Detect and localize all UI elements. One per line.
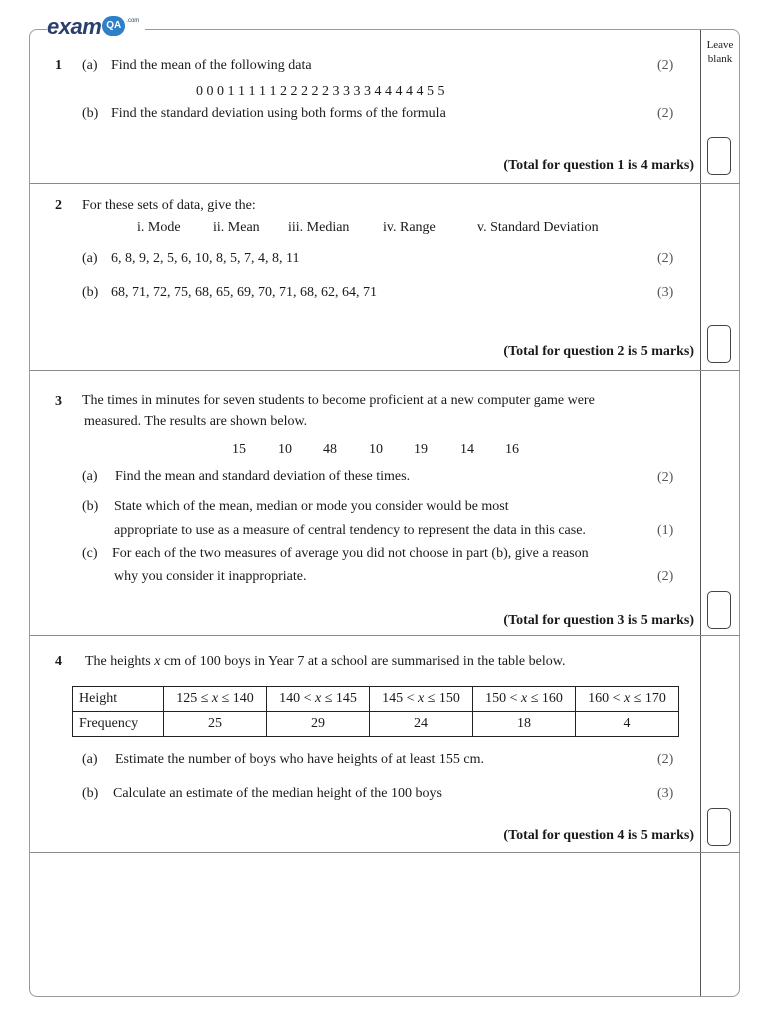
- q3-leave-blank-box: [707, 591, 731, 629]
- q3c-label: (c): [82, 546, 98, 561]
- q3c-marks: (2): [657, 569, 674, 584]
- q2-measure-sd: v. Standard Deviation: [477, 220, 599, 235]
- q4a-text: Estimate the number of boys who have heights of at least 155 cm.: [115, 752, 484, 767]
- q2a-marks: (2): [657, 251, 674, 266]
- q3-time-value: 19: [414, 442, 428, 457]
- question-divider-4: [30, 852, 740, 853]
- q3b-text-line-2: appropriate to use as a measure of central tendency to represent the data in this case.: [114, 523, 586, 538]
- logo-badge: QA: [102, 16, 125, 36]
- q1a-label: (a): [82, 58, 98, 73]
- table-cell-frequency: 29: [267, 712, 370, 737]
- table-cell-frequency: 18: [473, 712, 576, 737]
- q3a-label: (a): [82, 469, 98, 484]
- q3-intro-line-1: The times in minutes for seven students to become proficient at a new computer game were: [82, 393, 595, 408]
- table-header-height: Height: [73, 687, 164, 712]
- height-frequency-table: [72, 686, 679, 737]
- q4b-marks: (3): [657, 786, 674, 801]
- q2-measure-median: iii. Median: [288, 220, 350, 235]
- q2-total: (Total for question 2 is 5 marks): [503, 344, 694, 359]
- table-cell-class: 140 < x ≤ 145: [267, 687, 370, 712]
- q3-intro-line-2: measured. The results are shown below.: [84, 414, 308, 429]
- q4-intro: [85, 653, 565, 671]
- q3-time-value: 14: [460, 442, 474, 457]
- q2-intro: For these sets of data, give the:: [82, 198, 256, 213]
- q2-measure-mode: i. Mode: [137, 220, 181, 235]
- q2-measure-mean: ii. Mean: [213, 220, 260, 235]
- logo-wordmark: exam: [47, 14, 102, 39]
- q1a-marks: (2): [657, 58, 674, 73]
- q2b-marks: (3): [657, 285, 674, 300]
- q1-data-values: 0 0 0 1 1 1 1 1 2 2 2 2 2 3 3 3 3 4 4 4 4 4 5 5: [196, 84, 445, 99]
- q4-total: (Total for question 4 is 5 marks): [503, 828, 694, 843]
- q4-intro-start: The heights: [85, 654, 155, 669]
- q4b-label: (b): [82, 786, 99, 801]
- q1-leave-blank-box: [707, 137, 731, 175]
- q2a-label: (a): [82, 251, 98, 266]
- q3c-text-line-1: For each of the two measures of average you did not choose in part (b), give a reason: [112, 546, 589, 561]
- q1b-label: (b): [82, 106, 99, 121]
- question-1-number: 1: [55, 58, 62, 73]
- q1-total: (Total for question 1 is 4 marks): [503, 158, 694, 173]
- table-cell-class: 125 ≤ x ≤ 140: [164, 687, 267, 712]
- q3b-label: (b): [82, 499, 99, 514]
- q4-intro-end: cm of 100 boys in Year 7 at a school are summarised in the table below.: [160, 654, 566, 669]
- table-row-frequency: [73, 712, 679, 737]
- q3-total: (Total for question 3 is 5 marks): [503, 613, 694, 628]
- q1b-marks: (2): [657, 106, 674, 121]
- q3-time-value: 16: [505, 442, 519, 457]
- q2b-data: 68, 71, 72, 75, 68, 65, 69, 70, 71, 68, 62, 64, 71: [111, 285, 377, 300]
- q3b-marks: (1): [657, 523, 674, 538]
- question-divider-2: [30, 370, 740, 371]
- q1b-text: Find the standard deviation using both forms of the formula: [111, 106, 446, 121]
- leave-blank-label: Leave blank: [706, 39, 734, 65]
- q3-time-value: 10: [278, 442, 292, 457]
- q3-time-value: 10: [369, 442, 383, 457]
- question-divider-3: [30, 635, 740, 636]
- table-row-height: [73, 687, 679, 712]
- q1a-text: Find the mean of the following data: [111, 58, 312, 73]
- q4b-text: Calculate an estimate of the median height of the 100 boys: [113, 786, 442, 801]
- table-cell-frequency: 4: [576, 712, 679, 737]
- examqa-logo: [47, 14, 145, 44]
- q2-measure-range: iv. Range: [383, 220, 436, 235]
- question-divider-1: [30, 183, 740, 184]
- question-4-number: 4: [55, 654, 62, 669]
- q4-intro-variable: x: [154, 654, 161, 669]
- q3c-text-line-2: why you consider it inappropriate.: [114, 569, 307, 584]
- q4a-marks: (2): [657, 752, 674, 767]
- q3a-marks: (2): [657, 470, 674, 485]
- table-cell-class: 150 < x ≤ 160: [473, 687, 576, 712]
- q3a-text: Find the mean and standard deviation of these times.: [115, 469, 411, 484]
- q2-leave-blank-box: [707, 325, 731, 363]
- q2b-label: (b): [82, 285, 99, 300]
- table-cell-class: 160 < x ≤ 170: [576, 687, 679, 712]
- table-cell-frequency: 25: [164, 712, 267, 737]
- table-cell-class: 145 < x ≤ 150: [370, 687, 473, 712]
- q2a-data: 6, 8, 9, 2, 5, 6, 10, 8, 5, 7, 4, 8, 11: [111, 251, 300, 266]
- question-2-number: 2: [55, 198, 62, 213]
- table-cell-frequency: 24: [370, 712, 473, 737]
- question-3-number: 3: [55, 394, 62, 409]
- q3-time-value: 15: [232, 442, 246, 457]
- logo-domain: .com: [126, 18, 140, 24]
- q4-leave-blank-box: [707, 808, 731, 846]
- q3b-text-line-1: State which of the mean, median or mode you consider would be most: [114, 499, 509, 514]
- q3-time-value: 48: [323, 442, 337, 457]
- q4a-label: (a): [82, 752, 98, 767]
- table-header-frequency: Frequency: [73, 712, 164, 737]
